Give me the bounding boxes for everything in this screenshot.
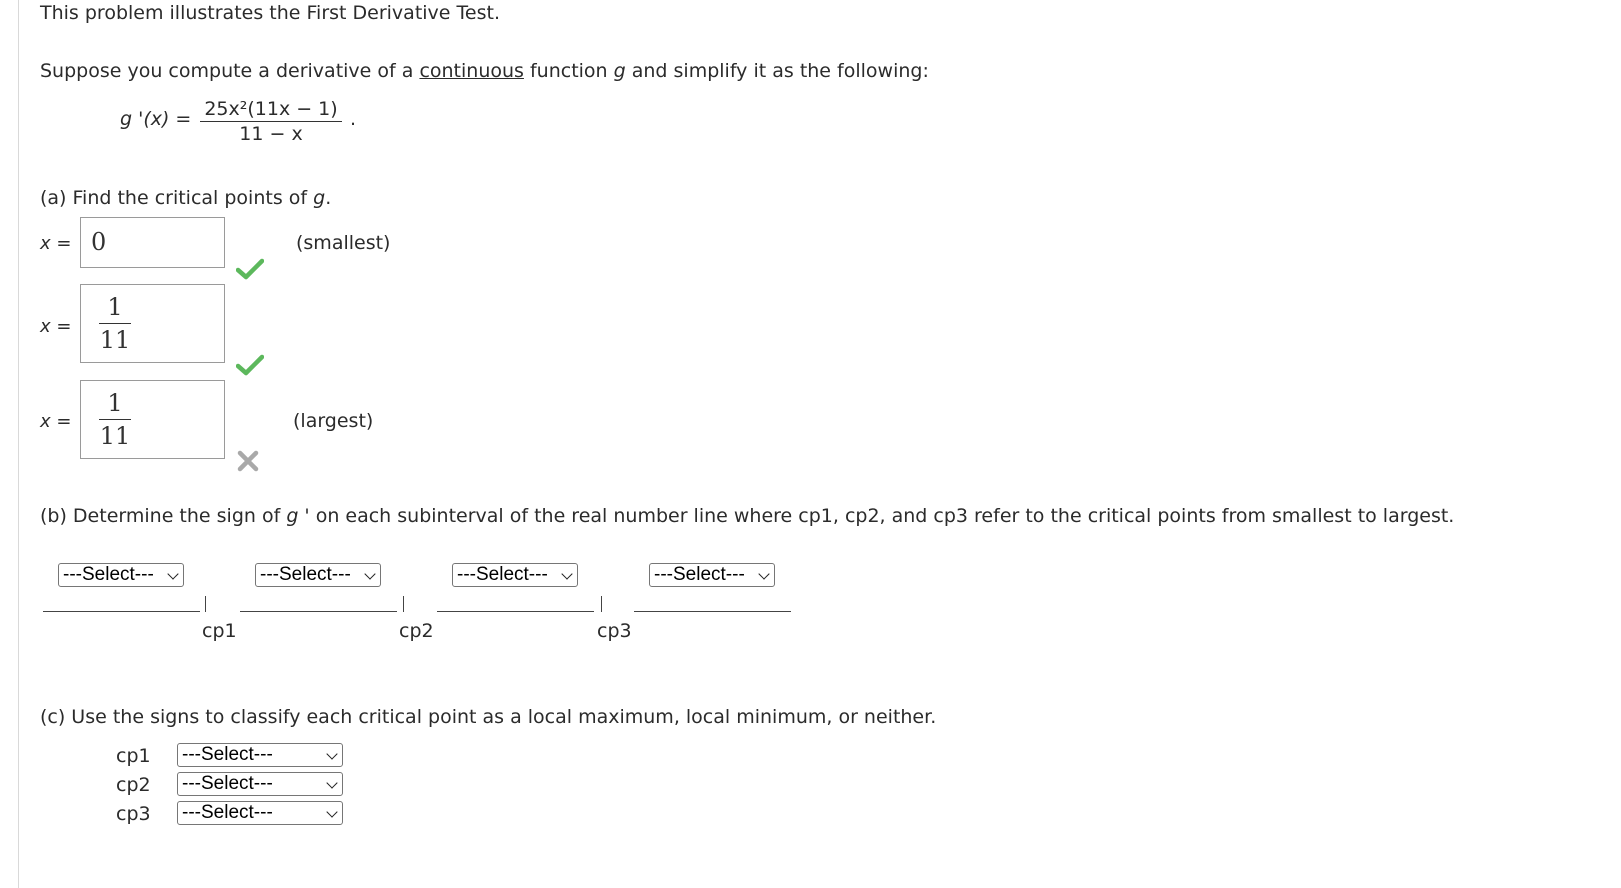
chevron-down-icon xyxy=(326,806,337,817)
fraction-denominator: 11 xyxy=(99,422,131,450)
critical-point-input-2[interactable] xyxy=(80,284,225,363)
cp2-label: cp2 xyxy=(399,620,434,642)
classify-cp1-select[interactable]: ---Select--- xyxy=(177,743,343,767)
fraction-numerator: 1 xyxy=(107,293,123,321)
chevron-down-icon xyxy=(326,748,337,759)
classify-cp2-select[interactable]: ---Select--- xyxy=(177,772,343,796)
number-line-segment-1 xyxy=(43,611,200,612)
left-border xyxy=(18,0,19,888)
fraction-bar xyxy=(99,323,131,324)
classify-cp1-label: cp1 xyxy=(116,745,151,767)
critical-point-fraction-2 xyxy=(99,293,131,354)
sign-select-1[interactable]: ---Select--- xyxy=(58,563,184,587)
sign-select-4[interactable]: ---Select--- xyxy=(649,563,775,587)
part-b-label: (b) Determine the sign of g ' on each subinterval of the real number line where cp1, cp2, and cp3 refer to the critical points from smallest to largest. xyxy=(40,505,1455,527)
sign-select-3[interactable]: ---Select--- xyxy=(452,563,578,587)
cp3-label: cp3 xyxy=(597,620,632,642)
prompt-text-after: and simplify it as the following: xyxy=(625,60,929,82)
critical-point-input-1[interactable] xyxy=(80,217,225,268)
chevron-down-icon xyxy=(167,568,178,579)
chevron-down-icon xyxy=(758,568,769,579)
fraction-denominator: 11 xyxy=(99,326,131,354)
prompt-func: g xyxy=(613,60,626,82)
critical-point-fraction-3 xyxy=(99,389,131,450)
formula-fraction-bar xyxy=(200,121,342,122)
number-line-segment-2 xyxy=(240,611,397,612)
cp3-tick xyxy=(601,596,602,612)
chevron-down-icon xyxy=(326,777,337,788)
cross-icon xyxy=(237,450,259,472)
cp1-label: cp1 xyxy=(202,620,237,642)
continuous-link[interactable]: continuous xyxy=(419,60,524,82)
part-a-label: (a) Find the critical points of g. xyxy=(40,187,332,209)
problem-prompt xyxy=(40,60,929,82)
check-icon xyxy=(236,258,264,280)
sign-select-2[interactable]: ---Select--- xyxy=(255,563,381,587)
number-line-segment-4 xyxy=(634,611,791,612)
largest-note: (largest) xyxy=(293,410,374,432)
x-label-1: x = xyxy=(40,233,72,254)
formula-denominator: 11 − x xyxy=(239,123,303,145)
fraction-bar xyxy=(99,419,131,420)
x-label-2: x = xyxy=(40,316,72,337)
critical-point-value-1: 0 xyxy=(91,228,107,256)
problem-intro: This problem illustrates the First Derivative Test. xyxy=(40,2,500,24)
cp1-tick xyxy=(205,596,206,612)
prompt-text-before: Suppose you compute a derivative of a xyxy=(40,60,420,82)
cp2-tick xyxy=(403,596,404,612)
fraction-numerator: 1 xyxy=(107,389,123,417)
smallest-note: (smallest) xyxy=(296,232,391,254)
chevron-down-icon xyxy=(561,568,572,579)
check-icon xyxy=(236,354,264,376)
formula-numerator: 25x²(11x − 1) xyxy=(204,98,338,120)
formula-lhs: g '(x) = xyxy=(120,108,192,130)
classify-cp2-label: cp2 xyxy=(116,774,151,796)
prompt-text-middle: function xyxy=(523,60,614,82)
formula-period: . xyxy=(350,108,357,130)
classify-cp3-label: cp3 xyxy=(116,803,151,825)
critical-point-input-3[interactable] xyxy=(80,380,225,459)
classify-cp3-select[interactable]: ---Select--- xyxy=(177,801,343,825)
chevron-down-icon xyxy=(364,568,375,579)
number-line-segment-3 xyxy=(437,611,594,612)
part-c-label: (c) Use the signs to classify each critical point as a local maximum, local minimum, or neither. xyxy=(40,706,937,728)
formula-fraction xyxy=(196,98,346,145)
x-label-3: x = xyxy=(40,411,72,432)
